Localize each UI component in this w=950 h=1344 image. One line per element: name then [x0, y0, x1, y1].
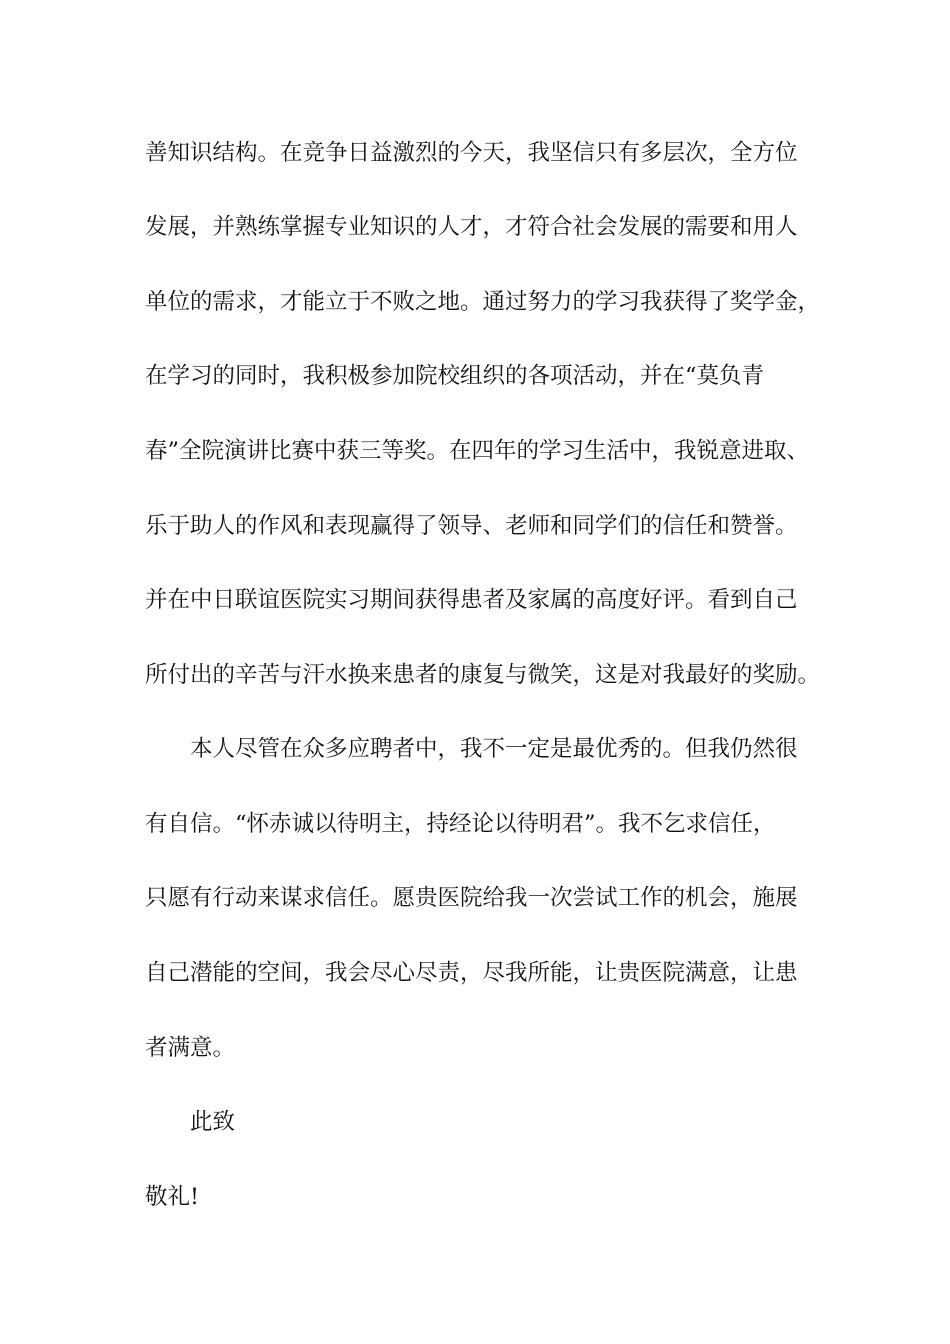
- paragraph-line: 春”全院演讲比赛中获三等奖。在四年的学习生活中，我锐意进取、: [145, 438, 810, 464]
- paragraph-line: 并在中日联谊医院实习期间获得患者及家属的高度好评。看到自己: [145, 587, 798, 613]
- closing-regards: 敬礼!: [145, 1184, 200, 1210]
- closing-salutation: 此致: [190, 1109, 236, 1135]
- paragraph-line: 发展，并熟练掌握专业知识的人才，才符合社会发展的需要和用人: [145, 214, 798, 240]
- paragraph-line: 自己潜能的空间，我会尽心尽责，尽我所能，让贵医院满意，让患: [145, 960, 798, 986]
- paragraph-line: 所付出的辛苦与汗水换来患者的康复与微笑，这是对我最好的奖励。: [145, 662, 821, 688]
- paragraph-line: 在学习的同时，我积极参加院校组织的各项活动，并在“莫负青: [145, 363, 765, 389]
- paragraph-line: 善知识结构。在竞争日益激烈的今天，我坚信只有多层次，全方位: [145, 140, 798, 166]
- paragraph-line: 乐于助人的作风和表现赢得了领导、老师和同学们的信任和赞誉。: [145, 513, 798, 539]
- paragraph-line: 有自信。“怀赤诚以待明主，持经论以待明君”。我不乞求信任，: [145, 811, 776, 837]
- paragraph-line: 本人尽管在众多应聘者中，我不一定是最优秀的。但我仍然很: [190, 736, 798, 762]
- paragraph-line: 只愿有行动来谋求信任。愿贵医院给我一次尝试工作的机会，施展: [145, 885, 798, 911]
- paragraph-line: 单位的需求，才能立于不败之地。通过努力的学习我获得了奖学金，: [145, 289, 821, 315]
- paragraph-line: 者满意。: [145, 1035, 236, 1061]
